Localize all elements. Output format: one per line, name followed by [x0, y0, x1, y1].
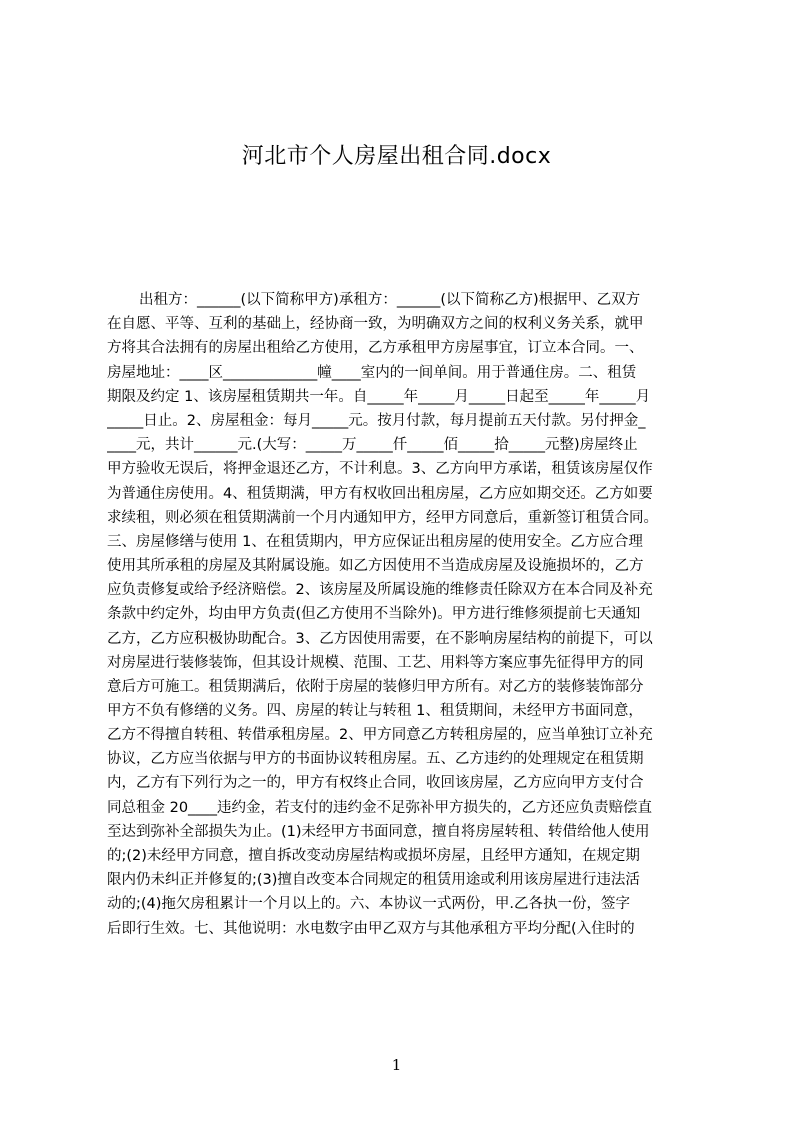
body-line: 三、房屋修缮与使用 1、在租赁期内，甲方应保证出租房屋的使用安全。乙方应合理 [107, 533, 643, 550]
body-line: 乙方不得擅自转租、转借承租房屋。2、甲方同意乙方转租房屋的，应当单独订立补充 [107, 727, 653, 743]
body-line: 条款中约定外，均由甲方负责(但乙方使用不当除外)。甲方进行维修须提前七天通知 [107, 606, 641, 623]
body-line: 为普通住房使用。4、租赁期满，甲方有权收回出租房屋，乙方应如期交还。乙方如要 [107, 485, 653, 502]
body-line: 乙方，乙方应积极协助配合。3、乙方因使用需要，在不影响房屋结构的前提下，可以 [107, 630, 653, 647]
body-line: 限内仍未纠正并修复的;(3)擅自改变本合同规定的租赁用途或利用该房屋进行违法活 [107, 872, 640, 889]
body-line: 内，乙方有下列行为之一的，甲方有权终止合同，收回该房屋，乙方应向甲方支付合 [107, 775, 644, 792]
body-line: 甲方不负有修缮的义务。四、房屋的转让与转租 1、租赁期间，未经甲方书面同意， [107, 703, 643, 720]
body-line: 后即行生效。七、其他说明：水电数字由甲乙双方与其他承租方平均分配(入住时的 [107, 920, 635, 937]
body-line: 协议，乙方应当依据与甲方的书面协议转租房屋。五、乙方违约的处理规定在租赁期 [107, 751, 644, 768]
body-line: 求续租，则必须在租赁期满前一个月内通知甲方，经甲方同意后，重新签订租赁合同。 [107, 509, 658, 526]
page-number: 1 [391, 1056, 402, 1074]
body-line: 对房屋进行装修装饰，但其设计规模、范围、工艺、用料等方案应事先征得甲方的同 [107, 654, 644, 671]
body-line: 在自愿、平等、互利的基础上，经协商一致，为明确双方之间的权利义务关系，就甲 [107, 316, 644, 333]
document-title: 河北市个人房屋出租合同.docx [241, 144, 552, 169]
body-line: 意后方可施工。租赁期满后，依附于房屋的装修归甲方所有。对乙方的装修装饰部分 [107, 679, 644, 695]
body-line: 出租方：______(以下简称甲方)承租方：______(以下简称乙方)根据甲、乙双方 [139, 292, 641, 308]
body-line: 甲方验收无误后，将押金退还乙方，不计利息。3、乙方向甲方承诺，租赁该房屋仅作 [107, 461, 653, 478]
body-line: 房屋地址：____区_____________幢____室内的一间单间。用于普通住房。二、租赁 [107, 364, 637, 381]
body-line: ____元，共计______元.(大写：_____万_____仟_____佰_____拾_____元整)房屋终止 [107, 437, 638, 454]
contract-body-continued [107, 723, 697, 1013]
body-line: 的;(2)未经甲方同意，擅自拆改变动房屋结构或损坏房屋，且经甲方通知，在规定期 [107, 847, 640, 864]
body-line: 期限及约定 1、该房屋租赁期共一年。自_____年_____月_____日起至_____年_____月 [107, 388, 651, 405]
body-line: _____日止。2、房屋租金：每月_____元。按月付款，每月提前五天付款。另付押金_ [107, 412, 646, 429]
body-line: 至达到弥补全部损失为止。(1)未经甲方书面同意，擅自将房屋转租、转借给他人使用 [107, 823, 650, 840]
contract-body [107, 288, 697, 723]
body-line: 同总租金 20____违约金，若支付的违约金不足弥补甲方损失的，乙方还应负责赔偿直 [107, 799, 653, 816]
body-line: 动的;(4)拖欠房租累计一个月以上的。六、本协议一式两份，甲.乙各执一份，签字 [107, 896, 631, 913]
body-line: 使用其所承租的房屋及其附属设施。如乙方因使用不当造成房屋及设施损坏的，乙方 [107, 558, 644, 575]
body-line: 应负责修复或给予经济赔偿。2、该房屋及所属设施的维修责任除双方在本合同及补充 [107, 582, 653, 599]
body-line: 方将其合法拥有的房屋出租给乙方使用，乙方承租甲方房屋事宜，订立本合同。一、 [107, 340, 644, 357]
